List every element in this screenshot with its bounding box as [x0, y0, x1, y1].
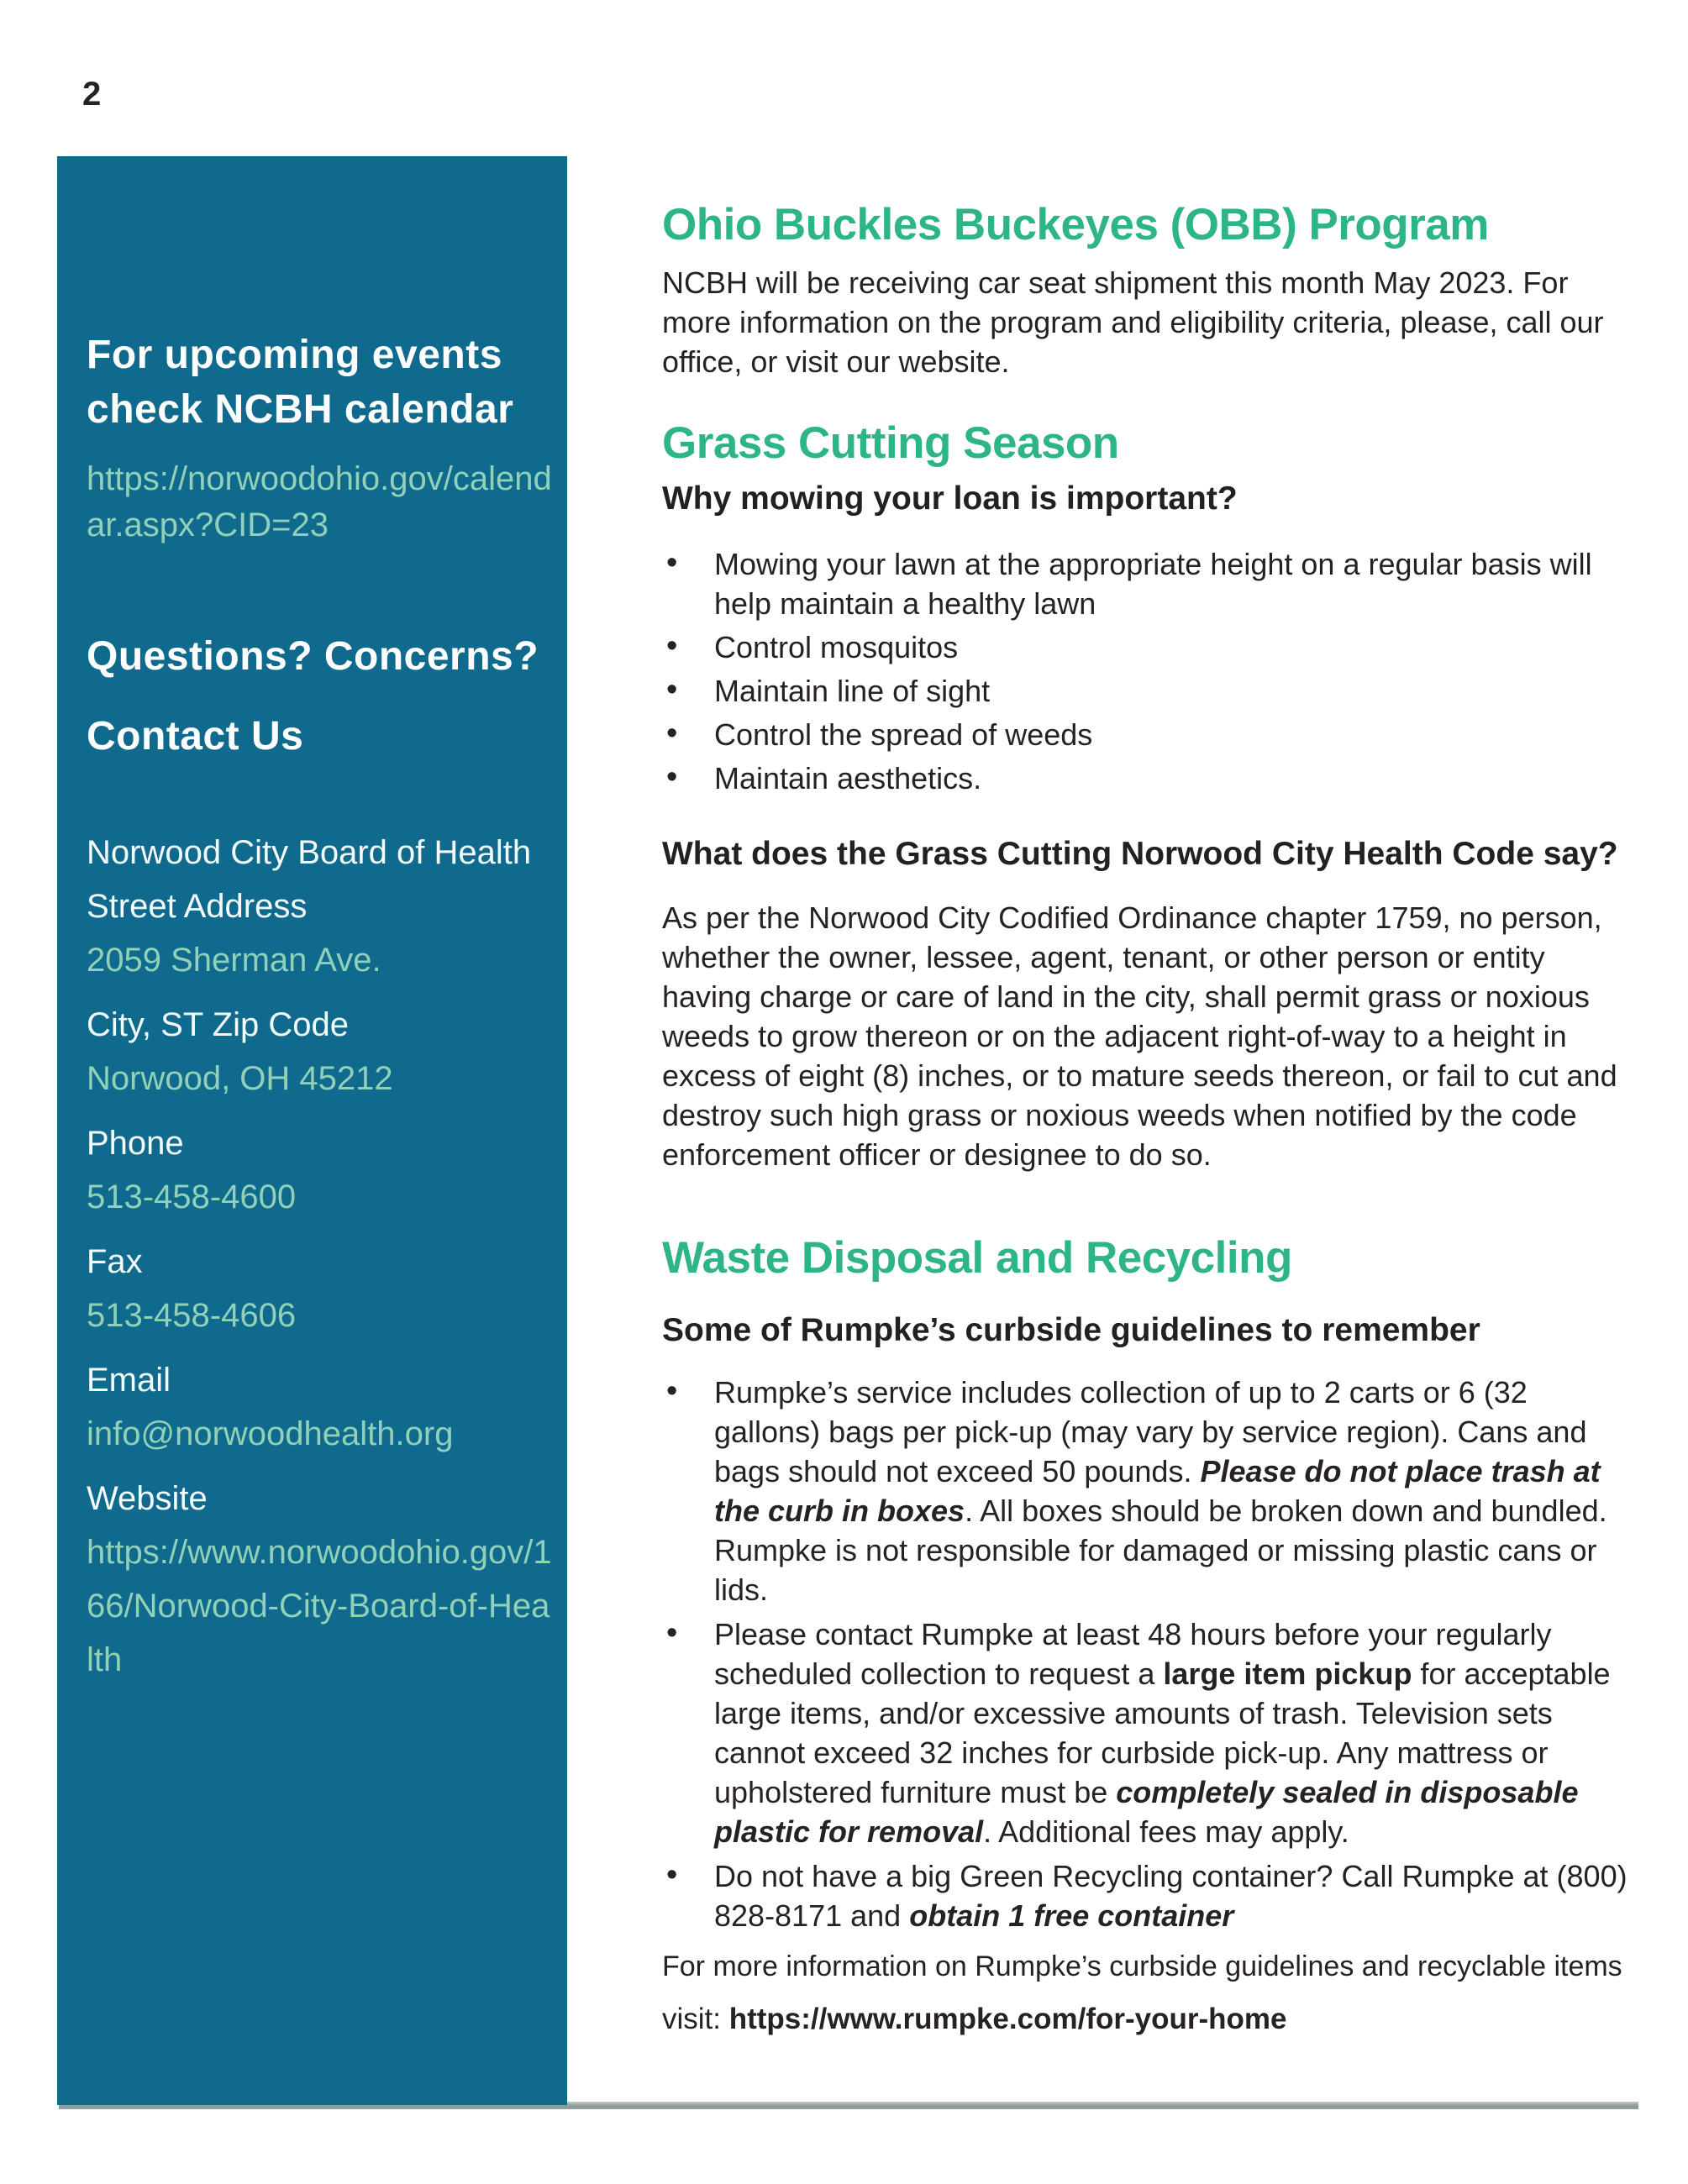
contact-street: [87, 879, 557, 987]
street-value: 2059 Sherman Ave.: [87, 942, 381, 979]
org-name: Norwood City Board of Health: [87, 834, 532, 872]
section-waste: [662, 1233, 1635, 2040]
fax-label: Fax: [87, 1243, 143, 1281]
list-item: [666, 1373, 1635, 1609]
rumpke-info-line: For more information on Rumpke’s curbside guidelines and recyclable items: [662, 1950, 1622, 1982]
street-label: Street Address: [87, 888, 308, 926]
fax-value: 513-458-4606: [87, 1297, 297, 1335]
list-item: • Control mosquitos: [666, 627, 1635, 667]
contact-phone: [87, 1116, 557, 1224]
section-obb: [662, 200, 1635, 381]
text-run: . Additional fees may apply.: [983, 1814, 1349, 1849]
city-value: Norwood, OH 45212: [87, 1060, 393, 1098]
text-run: . All boxes should be broken down and bundled. Rumpke is not responsible for damaged or missing plastic cans or lids.: [714, 1493, 1607, 1607]
list-item: • Mowing your lawn at the appropriate height on a regular basis will help maintain a healthy lawn: [666, 544, 1635, 623]
list-item: [666, 1856, 1635, 1935]
rumpke-visit-line: [662, 1999, 1635, 2040]
text-run: obtain 1 free container: [909, 1898, 1234, 1933]
list-item: • Maintain line of sight: [666, 671, 1635, 711]
calendar-link[interactable]: https://norwoodohio.gov/calendar.aspx?CID=23: [87, 459, 552, 543]
contact-fax: [87, 1235, 557, 1342]
rumpke-link[interactable]: https://www.rumpke.com/for-your-home: [728, 2002, 1287, 2035]
city-label: City, ST Zip Code: [87, 1006, 349, 1044]
waste-bullet-list: [662, 1373, 1635, 1935]
list-item: • Control the spread of weeds: [666, 715, 1635, 754]
list-item: [666, 1614, 1635, 1851]
list-item: • Maintain aesthetics.: [666, 759, 1635, 798]
contact-city: [87, 998, 557, 1105]
text-run: large item pickup: [1163, 1656, 1412, 1691]
section-grass: [662, 418, 1635, 1174]
grass-subtitle: Why mowing your loan is important?: [662, 480, 1238, 517]
sidebar-contact-heading: Contact Us: [87, 714, 304, 759]
text-run: completely sealed in disposable plastic for removal: [714, 1774, 1579, 1849]
phone-value: 513-458-4600: [87, 1179, 297, 1216]
email-link[interactable]: info@norwoodhealth.org: [87, 1415, 454, 1453]
email-label: Email: [87, 1362, 171, 1399]
obb-body: NCBH will be receiving car seat shipment this month May 2023. For more information on the program and eligibility criteria, please, call our office, or visit our website.: [662, 265, 1604, 379]
text-run: Please contact Rumpke at least 48 hours before your regularly scheduled collection to request a: [714, 1616, 1552, 1691]
waste-title: Waste Disposal and Recycling: [662, 1232, 1292, 1283]
text-run: Rumpke’s service includes collection of up to 2 carts or 6 (32 gallons) bags per pick-up (may vary by service region). Cans and bags should not exceed 50 pounds.: [714, 1374, 1587, 1488]
waste-subtitle: Some of Rumpke’s curbside guidelines to remember: [662, 1311, 1480, 1348]
sidebar: [57, 156, 567, 2105]
text-run: visit:: [662, 2002, 729, 2035]
contact-email: [87, 1353, 557, 1461]
grass-bullet-list: [662, 544, 1635, 798]
obb-title: Ohio Buckles Buckeyes (OBB) Program: [662, 200, 1489, 249]
grass-title: Grass Cutting Season: [662, 417, 1119, 468]
page-number: 2: [82, 76, 102, 113]
sidebar-events-heading: For upcoming events check NCBH calendar: [87, 333, 514, 433]
main-content: [662, 200, 1635, 2040]
contact-website: [87, 1472, 557, 1687]
website-link[interactable]: https://www.norwoodohio.gov/166/Norwood-City-Board-of-Health: [87, 1534, 552, 1679]
text-run: for acceptable large items, and/or excessive amounts of trash. Television sets cannot exceed 32 inches for curbside pick-up. Any mattress or upholstered furniture must be: [714, 1656, 1611, 1809]
code-question: What does the Grass Cutting Norwood City Health Code say?: [662, 835, 1618, 872]
website-label: Website: [87, 1480, 208, 1518]
phone-label: Phone: [87, 1125, 184, 1163]
text-run: Please do not place trash at the curb in boxes: [714, 1453, 1601, 1528]
code-text: As per the Norwood City Codified Ordinance chapter 1759, no person, whether the owner, lessee, agent, tenant, or other person or entity having charge or care of land in the city, shall permit grass or noxious weeds to grow thereon or on the adjacent right-of-way to a height in excess of eight (8) inches, or to mature seeds thereon, or fail to cut and destroy such high grass or noxious weeds when notified by the code enforcement officer or designee to do so.: [662, 900, 1617, 1172]
text-run: Do not have a big Green Recycling container? Call Rumpke at (800) 828-8171 and: [714, 1858, 1628, 1933]
sidebar-questions-heading: Questions? Concerns?: [87, 633, 539, 679]
